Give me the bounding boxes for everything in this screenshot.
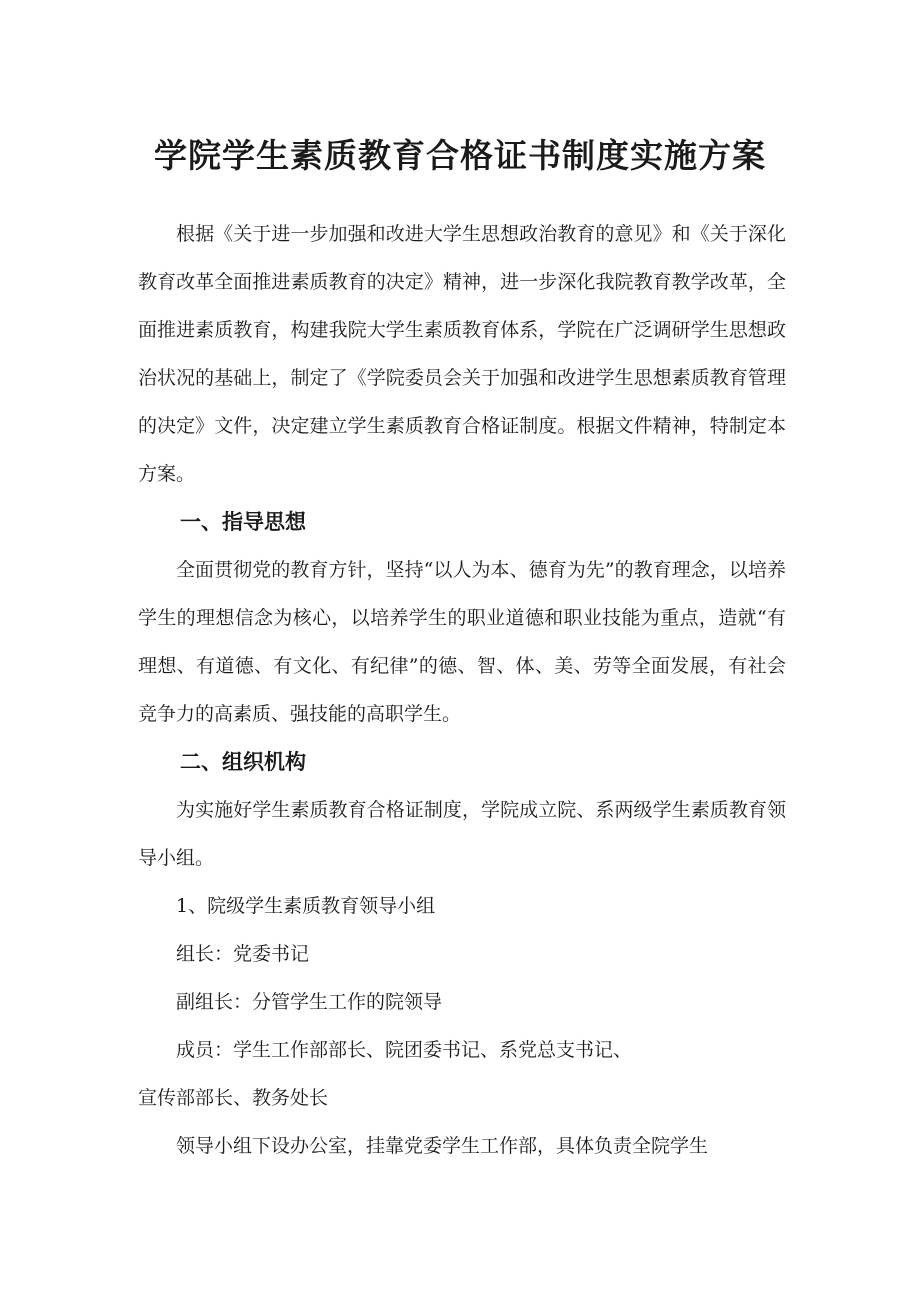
members-line-1: 成员：学生工作部部长、院团委书记、系党总支书记、 xyxy=(176,1039,633,1061)
group-leader-line: 组长：党委书记 xyxy=(176,943,310,965)
members-line-2: 宣传部部长、教务处长 xyxy=(138,1087,329,1109)
deputy-leader-line: 副组长：分管学生工作的院领导 xyxy=(176,991,443,1013)
document-title: 学院学生素质教育合格证书制度实施方案 xyxy=(154,136,766,175)
document-body xyxy=(138,210,786,1170)
section-heading-organization: 二、组织机构 xyxy=(180,750,306,774)
intro-paragraph: 根据《关于进一步加强和改进大学生思想政治教育的意见》和《关于深化教育改革全面推进素质教育的决定》精神，进一步深化我院教育教学改革，全面推进素质教育，构建我院大学生素质教育体系，学院在广泛调研学生思想政治状况的基础上，制定了《学院委员会关于加强和改进学生思想素质教育管理的决定》文件，决定建立学生素质教育合格证制度。根据文件精神，特制定本方案。 xyxy=(138,223,786,485)
section-heading-guiding-ideology: 一、指导思想 xyxy=(180,510,306,534)
organization-paragraph: 为实施好学生素质教育合格证制度，学院成立院、系两级学生素质教育领导小组。 xyxy=(138,799,786,869)
guiding-ideology-paragraph: 全面贯彻党的教育方针，坚持“以人为本、德育为先”的教育理念，以培养学生的理想信念为核心，以培养学生的职业道德和职业技能为重点，造就“有理想、有道德、有文化、有纪律”的德、智、体、美、劳等全面发展，有社会竞争力的高素质、强技能的高职学生。 xyxy=(138,559,786,725)
sub-heading-college-group: 1、院级学生素质教育领导小组 xyxy=(176,895,436,917)
office-paragraph: 领导小组下设办公室，挂靠党委学生工作部，具体负责全院学生 xyxy=(176,1135,709,1157)
